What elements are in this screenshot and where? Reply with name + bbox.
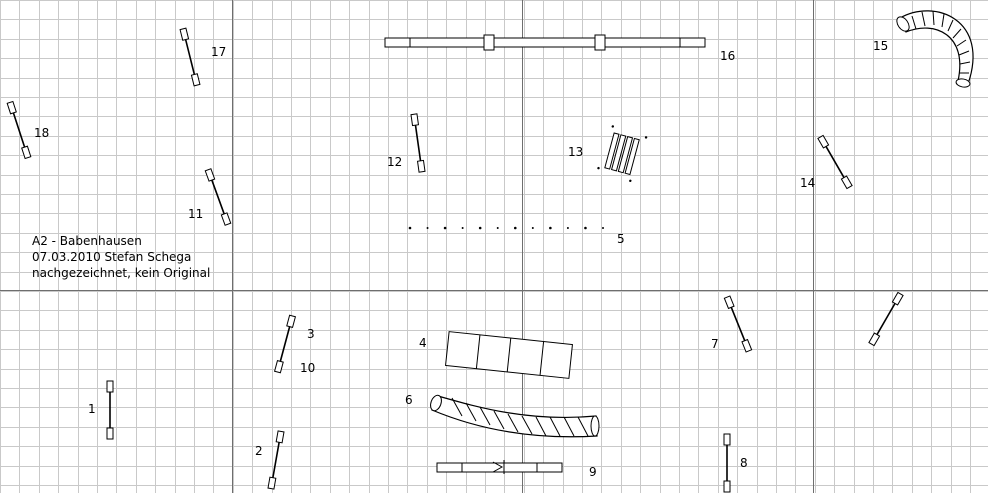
label-17: 17	[211, 45, 227, 59]
weave-pole	[549, 227, 552, 230]
label-1: 1	[88, 402, 96, 416]
course-info	[32, 233, 210, 281]
weave-pole	[462, 227, 464, 229]
weave-pole	[497, 227, 499, 229]
weave-pole	[409, 227, 412, 230]
jump-1	[107, 381, 113, 439]
tunnel-6	[429, 394, 599, 437]
weave-pole	[427, 227, 429, 229]
jump-17	[180, 28, 200, 86]
jump-8	[724, 434, 730, 492]
weave-pole	[514, 227, 517, 230]
label-13: 13	[568, 145, 584, 159]
label-14: 14	[800, 176, 816, 190]
weave-pole	[532, 227, 534, 229]
label-4: 4	[419, 336, 427, 350]
jump-3-10	[275, 315, 296, 373]
a-frame-4	[446, 332, 573, 379]
label-11: 11	[188, 207, 204, 221]
weave-pole	[584, 227, 587, 230]
label-8: 8	[740, 456, 748, 470]
label-16: 16	[720, 49, 736, 63]
label-7: 7	[711, 337, 719, 351]
label-5: 5	[617, 232, 625, 246]
label-3: 3	[307, 327, 315, 341]
course-date-author: 07.03.2010 Stefan Schega	[32, 250, 192, 264]
label-15: 15	[873, 39, 889, 53]
label-6: 6	[405, 393, 413, 407]
label-12: 12	[387, 155, 403, 169]
label-18: 18	[34, 126, 50, 140]
weave-pole	[602, 227, 604, 229]
jump-2	[268, 431, 284, 489]
weave-poles-5	[409, 227, 604, 230]
weave-pole	[567, 227, 569, 229]
jump-11	[205, 169, 230, 226]
course-note: nachgezeichnet, kein Original	[32, 266, 211, 280]
label-10: 10	[300, 361, 316, 375]
weave-pole	[444, 227, 447, 230]
label-2: 2	[255, 444, 263, 458]
jump-unlabeled	[869, 292, 903, 345]
jump-12	[411, 114, 425, 172]
dog-walk-16	[385, 35, 705, 50]
label-9: 9	[589, 465, 597, 479]
tunnel-15	[894, 11, 973, 88]
course-title: A2 - Babenhausen	[32, 234, 142, 248]
weave-pole	[479, 227, 482, 230]
